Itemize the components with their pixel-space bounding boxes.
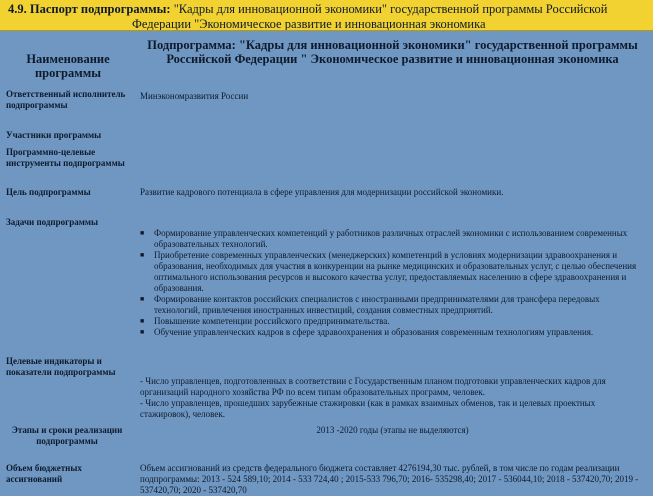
- task-text: Формирование контактов российских специалистов с иностранными предпринимателями для трансфера передовых технологий, привлечения иностранных инвестиций, создания совместных предприятий.: [154, 294, 600, 315]
- slide-title-line-1: [8, 2, 607, 16]
- list-item: [140, 250, 645, 294]
- list-item: [140, 327, 645, 338]
- indicator-line-2: - Число управленцев, прошедших зарубежные стажировки (как в рамках взаимных обменов, так и целевых проектных стажировок), человек.: [140, 398, 596, 419]
- row-label-indicators: Целевые индикаторы и показатели подпрограммы: [6, 356, 116, 377]
- row-label-tasks: Задачи подпрограммы: [6, 217, 99, 227]
- task-text: Приобретение современных управленческих (менеджерских) компетенций в условиях модернизации здравоохранения и образования, необходимых для участия в конкуренции на рынке медицинских и образовательных услуг, с целью обеспечения оптимального использования ресурсов и высокого качества услуг, предоставляемых населению в сфере здравоохранения и образования.: [154, 250, 637, 293]
- list-item: [140, 294, 645, 316]
- slide-title-bar: [0, 0, 653, 31]
- list-item: [140, 316, 645, 327]
- row-value-stages: 2013 -2020 годы (этапы не выделяются): [316, 425, 469, 435]
- bullet-icon: ■: [140, 295, 145, 303]
- row-value-responsible: Минэкономразвития России: [140, 91, 249, 101]
- row-value-goal: Развитие кадрового потенциала в сфере управления для модернизации российской экономики.: [140, 187, 504, 197]
- row-label-responsible: Ответственный исполнитель подпрограммы: [6, 89, 126, 110]
- row-label-instruments: Программно-целевые инструменты подпрограммы: [6, 147, 125, 168]
- row-label-participants: Участники программы: [6, 130, 102, 140]
- column-header-subprogram: Подпрограмма: "Кадры для инновационной экономики" государственной программы Российской Федерации " Экономическое развитие и инновационная экономика: [147, 38, 638, 66]
- task-text: Формирование управленческих компетенций у работников различных отраслей экономики с использованием современных образовательных технологий.: [154, 228, 628, 249]
- indicator-line-1: - Число управленцев, подготовленных в соответствии с Государственным планом подготовки управленческих кадров для организаций народного хозяйства РФ по всем типам образовательных программ, человек.: [140, 376, 606, 397]
- bullet-icon: ■: [140, 229, 145, 237]
- list-item: [140, 228, 645, 250]
- task-list: [140, 228, 645, 338]
- column-header-name: Наименование программы: [26, 52, 110, 80]
- row-value-indicators: [140, 376, 645, 420]
- slide-title-line-2: Федерации "Экономическое развитие и инновационная экономика: [132, 17, 486, 31]
- row-label-stages: Этапы и сроки реализации подпрограммы: [11, 425, 123, 446]
- row-label-budget: Объем бюджетных ассигнований: [6, 463, 82, 484]
- task-text: Повышение компетенции российского предпринимательства.: [154, 316, 390, 326]
- slide-title-text-1: "Кадры для инновационной экономики" государственной программы Российской: [170, 2, 608, 16]
- bullet-icon: ■: [140, 317, 145, 325]
- task-text: Обучение управленческих кадров в сфере здравоохранения и образования современным технологиям управления.: [154, 327, 594, 337]
- row-value-budget: Объем ассигнований из средств федерального бюджета составляет 4276194,30 тыс. рублей, в том числе по годам реализации подпрограммы: 2013 - 524 589,10; 2014 - 533 724,40 ; 2015-533 796,70; 2016- 535298,40; 2017 - 536044,10; 2018 - 537420,70; 2019 - 537420,70; 2020 - 537420,70: [140, 463, 639, 495]
- bullet-icon: ■: [140, 251, 145, 259]
- bullet-icon: ■: [140, 328, 145, 336]
- section-number: 4.9. Паспорт подпрограммы:: [8, 2, 171, 16]
- row-label-goal: Цель подпрограммы: [6, 187, 91, 197]
